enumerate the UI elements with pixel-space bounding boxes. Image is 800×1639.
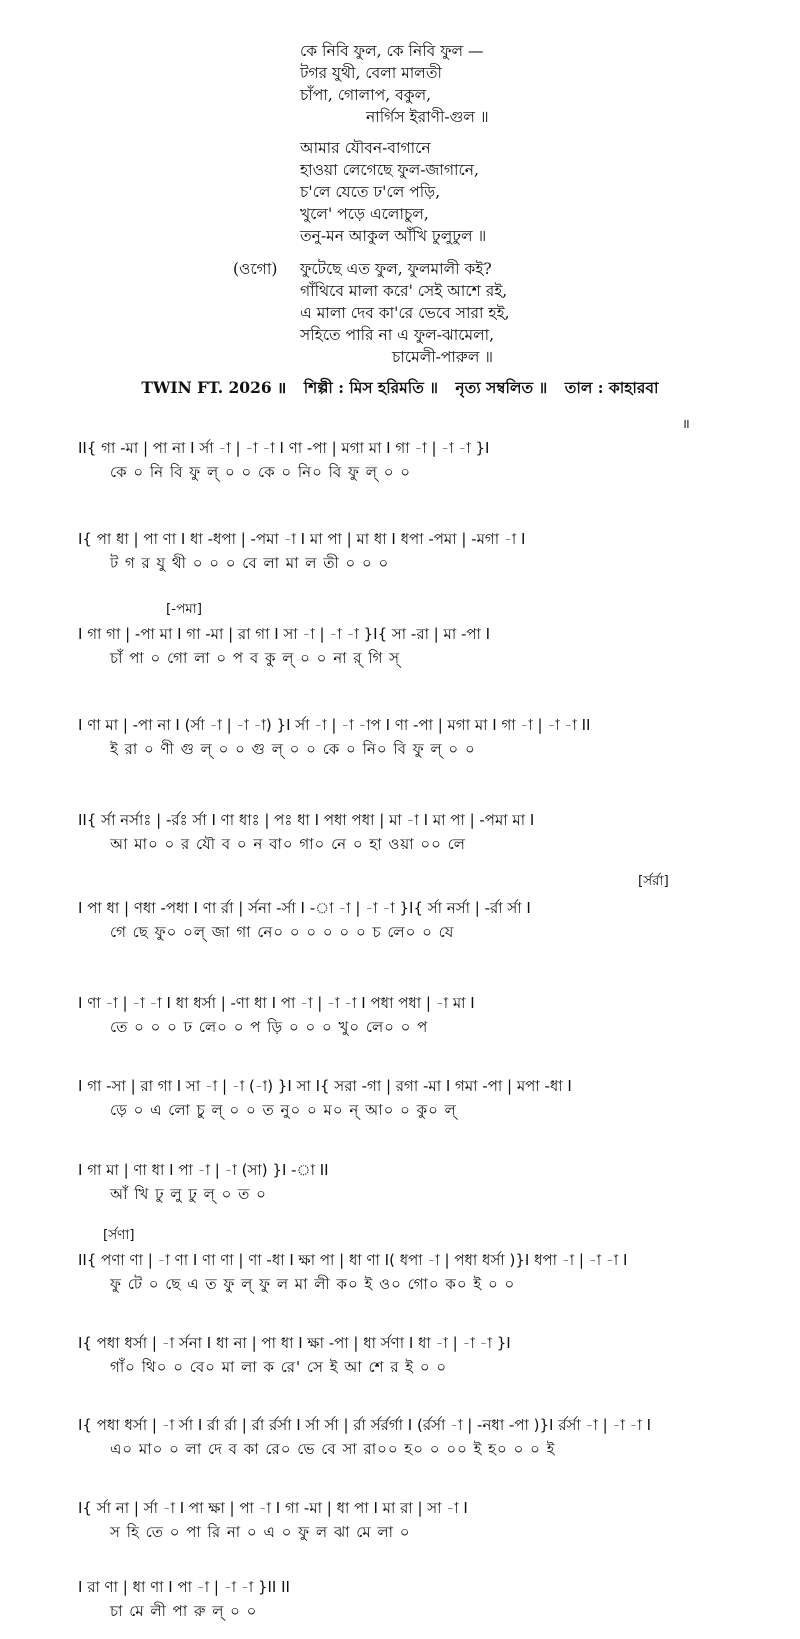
notation-line: I{ র্সা না | র্সা -া I পা ক্ষা | পা -া I গা -মা | ধা পা I মা রা | সা -া I bbox=[78, 1499, 468, 1517]
ornament-annotation: [র্সণা] bbox=[103, 1227, 135, 1243]
lyrics-line: ই রা ০ ণী গু ল্ ০ ০ গু ল্ ০ ০ কে ০ নি০ বি ফু ল্ ০ ০ bbox=[110, 740, 476, 758]
notation-row-7 bbox=[78, 991, 734, 1039]
lyrics-line: স হি তে ০ পা রি না ০ এ ০ ফু ল ঝা মে লা ০ bbox=[110, 1523, 411, 1541]
notation-row-3 bbox=[78, 622, 734, 670]
lyrics-line: গে ছে ফু০ ০ল্ জা গা নে০ ০ ০ ০ ০ ০ চ লে০ ০ যে bbox=[110, 923, 455, 941]
notation-row-9 bbox=[78, 1158, 734, 1206]
lyrics-line: ড়ে ০ এ লো চু ল্ ০ ০ ত নু০ ০ ম০ ন্ আ০ ০ কু০ ল্ bbox=[110, 1101, 457, 1119]
lyrics-line: আঁ খি ঢু লু ঢু ল্ ০ ত ০ bbox=[110, 1185, 267, 1203]
lyric-line: চ'লে যেতে ঢ'লে পড়ি, bbox=[300, 183, 441, 201]
notation-line: I{ পধা ধর্সা | -া র্সনা I ধা না | পা ধা I ক্ষা -পা | ধা র্সণা I ধা -া | -া -া }I bbox=[78, 1334, 511, 1352]
notation-row-12 bbox=[78, 1413, 734, 1461]
notation-row-14 bbox=[78, 1575, 734, 1623]
record-header bbox=[0, 376, 800, 402]
notation-row-10 bbox=[78, 1248, 734, 1296]
notation-line: I ণা মা | -পা না I (র্সা -া | -া -া) }I র্সা -া | -া -াপ I ণা -পা | মগা মা I গা -া | -া -া II bbox=[78, 716, 591, 734]
lyrics-line: তে ০ ০ ০ ঢ লে০ ০ প ড়ি ০ ০ ০ খু০ লে০ ০ প bbox=[110, 1018, 429, 1036]
notation-line: I রা ণা | ধা ণা I পা -া | -া -া }II II bbox=[78, 1578, 290, 1596]
lyrics-line: কে ০ নি বি ফু ল্ ০ ০ কে ০ নি০ বি ফু ল্ ০ ০ bbox=[110, 463, 411, 481]
ogo-label: (ওগো) bbox=[233, 260, 278, 278]
notation-row-6 bbox=[78, 896, 734, 944]
lyrics-line: চাঁ পা ০ গো লা ০ প ব কু ল্ ০ ০ না র্ গি স্ bbox=[110, 649, 401, 667]
notation-line: I গা মা | ণা ধা I পা -া | -া (সা) }I -া II bbox=[78, 1161, 329, 1179]
notation-line: I পা ধা | ণধা -পধা I ণা র্রা | র্সনা -র্সা I -া -া | -া -া }I{ র্সা নর্সা | -র্রা র্সা I bbox=[78, 899, 531, 917]
notation-line: I{ পধা ধর্সা | -া র্সা I র্রা র্রা | র্রা র্রর্সা I র্সা র্সা | র্রা র্সর্রর্গা I (র্রর্সা -া | -নধা -পা )}I র্রর্সা -া | -া -া I bbox=[78, 1416, 652, 1434]
notation-row-4 bbox=[78, 713, 734, 761]
lyric-line: আমার যৌবন-বাগানে bbox=[300, 139, 431, 157]
lyric-line: চামেলী-পারুল ॥ bbox=[392, 348, 494, 366]
notation-line: II{ র্সা নর্সাঃ | -র্রঃ র্সা I ণা ধাঃ | পঃ ধা I পধা পধা | মা -া I মা পা | -পমা মা I bbox=[78, 811, 535, 829]
tala-name: তাল : কাহারবা bbox=[564, 378, 659, 397]
lyric-line: নার্গিস ইরাণী-গুল ॥ bbox=[366, 108, 489, 126]
notation-line: I{ পা ধা | পা ণা I ধা -ধপা | -পমা -া I মা পা | মা ধা I ধপা -পমা | -মগা -া I bbox=[78, 530, 526, 548]
lyrics-line: গাঁ০ থি০ ০ বে০ মা লা ক রে' সে ই আ শে র ই ০ ০ bbox=[110, 1358, 448, 1376]
lyrics-line: ফু টে ০ ছে এ ত ফু ল্ ফু ল মা লী ক০ ই ও০ গো০ ক০ ই ০ ০ bbox=[110, 1275, 516, 1293]
notation-line: I গা -সা | রা গা I সা -া | -া (-া) }I সা I{ সরা -গা | রগা -মা I গমা -পা | মপা -ধা I bbox=[78, 1077, 572, 1095]
lyric-line: তনু-মন আকুল আঁখি ঢুলুঢুল ॥ bbox=[300, 227, 487, 245]
notation-row-13 bbox=[78, 1496, 734, 1544]
lyric-line: গাঁথিবে মালা করে' সেই আশে রই, bbox=[300, 282, 508, 300]
lyric-line: সহিতে পারি না এ ফুল-ঝামেলা, bbox=[300, 326, 495, 344]
notation-row-2 bbox=[78, 527, 734, 575]
artist-name: শিল্পী : মিস হরিমতি ॥ bbox=[303, 378, 438, 397]
lyric-line: ফুটেছে এত ফুল, ফুলমালী কই? bbox=[300, 260, 492, 278]
notation-line: I গা গা | -পা মা I গা -মা | রা গা I সা -া | -া -া }I{ সা -রা | মা -পা I bbox=[78, 625, 491, 643]
ornament-annotation: [র্সর্রা] bbox=[638, 873, 669, 889]
notation-line: I ণা -া | -া -া I ধা ধর্সা | -ণা ধা I পা -া | -া -া I পধা পধা | -া মা I bbox=[78, 994, 475, 1012]
lyrics-stanza-2 bbox=[300, 137, 486, 247]
notation-line: II{ পণা ণা | -া ণা I ণা ণা | ণা -ধা I ক্ষা পা | ধা ণা I( ধপা -া | পধা ধর্সা )}I ধপা -া | -া -া I bbox=[78, 1251, 628, 1269]
notation-row-5 bbox=[78, 808, 734, 856]
lyric-line: চাঁপা, গোলাপ, বকুল, bbox=[300, 86, 432, 104]
dance-note: নৃত্য সম্বলিত ॥ bbox=[455, 378, 548, 397]
lyrics-line: আ মা০ ০ র যৌ ব ০ ন বা০ গা০ নে ০ হা ওয়া ০০ লে bbox=[110, 835, 466, 853]
lyrics-stanza-1 bbox=[300, 40, 489, 128]
lyrics-stanza-3 bbox=[300, 258, 510, 368]
lyrics-line: চা মে লী পা রু ল্ ০ ০ bbox=[110, 1602, 258, 1620]
lyrics-line: ট গ র যু থী ০ ০ ০ বে লা মা ল তী ০ ০ ০ bbox=[110, 554, 390, 572]
notation-row-8 bbox=[78, 1074, 734, 1122]
record-number: TWIN FT. 2026 ॥ bbox=[141, 378, 287, 397]
lyric-line: টগর যুথী, বেলা মালতী bbox=[300, 64, 442, 82]
lyrics-line: এ০ মা০ ০ লা দে ব কা রে০ ভে বে সা রা০০ হ০ ০ ০০ ই হ০ ০ ০ ই bbox=[110, 1440, 556, 1458]
notation-row-1 bbox=[78, 436, 734, 484]
ornament-annotation: [-পমা] bbox=[166, 601, 202, 617]
double-bar-mark: ॥ bbox=[682, 417, 690, 432]
lyric-line: কে নিবি ফুল, কে নিবি ফুল — bbox=[300, 42, 484, 60]
lyric-line: হাওয়া লেগেছে ফুল-জাগানে, bbox=[300, 161, 479, 179]
notation-row-11 bbox=[78, 1331, 734, 1379]
lyric-line: এ মালা দেব কা'রে ভেবে সারা হই, bbox=[300, 304, 510, 322]
notation-line: II{ গা -মা | পা না I র্সা -া | -া -া I ণা -পা | মগা মা I গা -া | -া -া }I bbox=[78, 439, 490, 457]
lyric-line: খুলে' পড়ে এলোচুল, bbox=[300, 205, 429, 223]
